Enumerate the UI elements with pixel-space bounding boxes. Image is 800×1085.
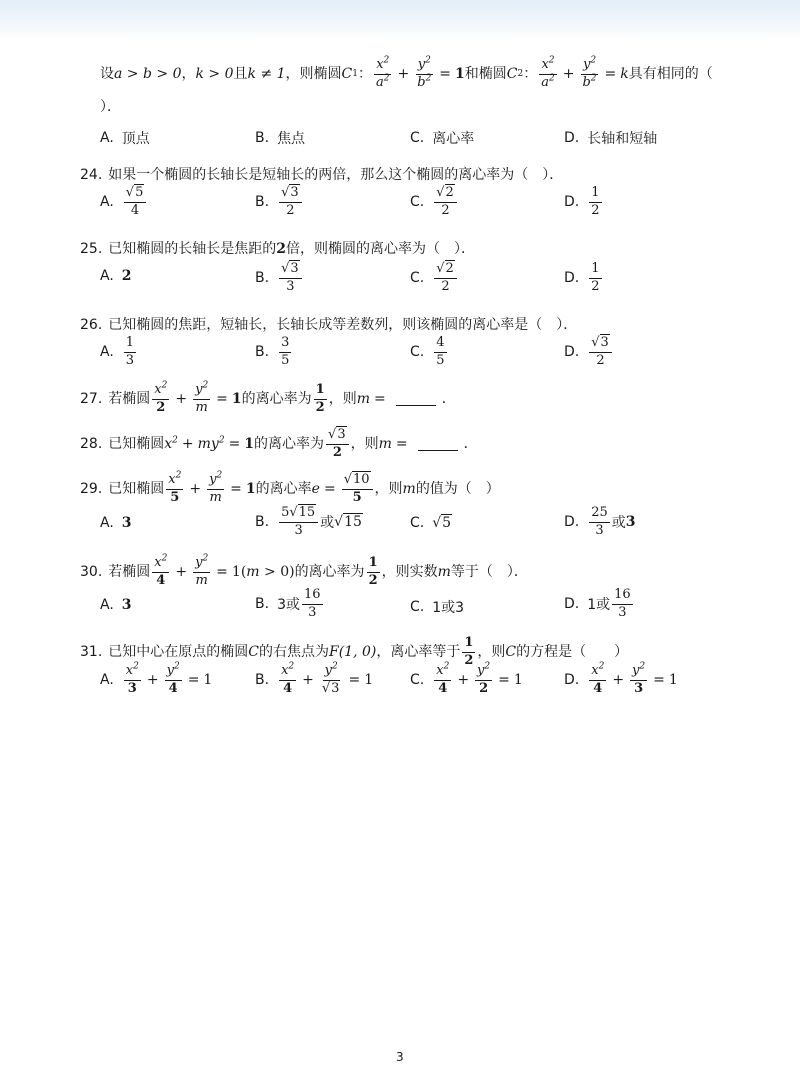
q26-text: 已知椭圆的焦距，短轴长，长轴长成等差数列，则该椭圆的离心率是（ ）． bbox=[108, 317, 578, 333]
frac-num: 2 bbox=[445, 261, 454, 276]
q25-stem bbox=[80, 242, 475, 257]
q26-option-c[interactable] bbox=[410, 336, 449, 369]
q30-option-a[interactable] bbox=[100, 597, 132, 613]
frac-num: 3 bbox=[290, 185, 299, 200]
q30-option-c[interactable] bbox=[410, 597, 464, 617]
q26-option-a[interactable] bbox=[100, 336, 138, 369]
q23-colon-1: ： bbox=[358, 65, 372, 82]
q30-option-b[interactable] bbox=[255, 588, 325, 621]
q30-option-d[interactable] bbox=[564, 588, 635, 621]
q23-text-3: 具有相同的（ bbox=[628, 65, 713, 82]
q23-option-a[interactable] bbox=[100, 128, 150, 148]
frac: $\frac{√3}{2}$ bbox=[589, 336, 612, 369]
frac bbox=[279, 336, 291, 369]
frac: $\frac{√5}{4}$ bbox=[124, 186, 147, 219]
q27-stem: 27. 若椭圆 $\frac{x^2}{2}$ + $\frac{y^2}{m}$ = 1 的离心率为 $\frac{1}{2}$ ，则 m = ． bbox=[80, 380, 456, 415]
option-label: C. bbox=[410, 515, 425, 531]
option-tail: 3 bbox=[625, 514, 636, 531]
q31-focus: F(1, 0) bbox=[328, 643, 377, 660]
option-label: A. bbox=[100, 515, 114, 531]
option-text: 长轴和短轴 bbox=[587, 131, 658, 147]
frac bbox=[589, 262, 601, 295]
q30-m: m bbox=[437, 563, 451, 580]
q30-text-1: 若椭圆 bbox=[108, 563, 151, 580]
q29-text-4: 的值为（ ） bbox=[415, 480, 500, 497]
option-or: 或 bbox=[320, 515, 335, 532]
frac: $\frac{√2}{2}$ bbox=[434, 186, 457, 219]
q31-c: C bbox=[248, 643, 259, 660]
question-number: 28. bbox=[80, 435, 103, 452]
q29-m: m bbox=[402, 480, 416, 497]
option-pre: 3或 bbox=[277, 597, 300, 614]
question-number: 26. bbox=[80, 317, 103, 333]
question-number: 27. bbox=[80, 390, 103, 407]
q27-frac-x: $\frac{x^2}{2}$ bbox=[154, 380, 168, 415]
q29-frac-y: $\frac{y^2}{m}$ bbox=[209, 470, 223, 505]
frac-den: 2 bbox=[596, 352, 605, 368]
q25-option-b[interactable] bbox=[255, 262, 304, 295]
frac-den: 3 bbox=[125, 352, 135, 368]
q31-text-2: 的右焦点为 bbox=[258, 643, 329, 660]
option-pre: 1或 bbox=[587, 597, 611, 614]
option-label: C. bbox=[410, 599, 425, 615]
q29-frac-x: $\frac{x^2}{5}$ bbox=[168, 470, 182, 505]
option-label: C. bbox=[410, 344, 425, 361]
frac-den: 2 bbox=[286, 202, 295, 218]
q28-eq: = bbox=[395, 435, 408, 452]
q30-frac-e: $\frac{1}{2}$ bbox=[368, 555, 378, 588]
q28-frac-e: $\frac{√3}{2}$ bbox=[326, 428, 349, 461]
q23-option-d[interactable] bbox=[564, 128, 657, 148]
frac-num: 3 bbox=[600, 335, 609, 350]
q26-stem bbox=[80, 318, 577, 333]
question-number: 30. bbox=[80, 563, 103, 580]
q31-text-5: 的方程是（ ） bbox=[516, 643, 629, 660]
q30-text-4: 等于（ ）． bbox=[450, 563, 528, 580]
frac: $\frac{√3}{2}$ bbox=[279, 186, 302, 219]
option-label: D. bbox=[564, 596, 580, 613]
q23-eq2-frac-y: $\frac{y^2}{b^2}$ bbox=[582, 55, 597, 90]
q25-option-c[interactable] bbox=[410, 262, 459, 295]
q23-c1: C bbox=[341, 65, 353, 82]
q24-option-b[interactable] bbox=[255, 186, 304, 219]
option-or: 或 bbox=[611, 515, 626, 532]
q30-text-2: 的离心率为 bbox=[294, 563, 365, 580]
q26-option-d[interactable] bbox=[564, 336, 614, 369]
page-number: 3 bbox=[396, 1050, 404, 1064]
q23-and: 且 bbox=[233, 65, 248, 82]
q23-tail bbox=[100, 100, 121, 115]
q27-answer-blank[interactable] bbox=[396, 393, 436, 406]
q29-option-b[interactable]: B. $\frac{5√15}{3}$ 或 √15 bbox=[255, 505, 362, 538]
q26-option-b[interactable] bbox=[255, 336, 293, 369]
option-value: 1或3 bbox=[432, 600, 465, 616]
q27-text-3: ，则 bbox=[328, 390, 357, 407]
question-number: 24. bbox=[80, 167, 103, 183]
q24-stem bbox=[80, 168, 563, 183]
q25-two: 2 bbox=[276, 241, 287, 257]
q28-text-2: 的离心率为 bbox=[254, 435, 325, 452]
q30-frac-x: $\frac{x^2}{4}$ bbox=[154, 553, 168, 588]
q27-frac-y: $\frac{y^2}{m}$ bbox=[195, 380, 209, 415]
frac: $\frac{5√15}{3}$ bbox=[279, 506, 318, 539]
frac-den: 2 bbox=[441, 202, 450, 218]
option-label: B. bbox=[255, 270, 270, 287]
frac-num: 1 bbox=[589, 262, 601, 279]
option-label: C. bbox=[410, 270, 425, 287]
frac-num: 4 bbox=[434, 336, 446, 353]
q29-text-3: ，则 bbox=[374, 480, 403, 497]
option-value: 2 bbox=[121, 268, 132, 284]
q29-frac-e: $\frac{√10}{5}$ bbox=[342, 473, 373, 506]
option-label: C. bbox=[410, 194, 425, 211]
option-label: B. bbox=[255, 194, 270, 211]
frac-den: 3 bbox=[286, 278, 295, 294]
q28-text-3: ，则 bbox=[350, 435, 379, 452]
question-number: 31. bbox=[80, 643, 103, 660]
q29-option-a[interactable] bbox=[100, 515, 132, 531]
q31-text-4: ，则 bbox=[477, 643, 506, 660]
q27-frac-e: $\frac{1}{2}$ bbox=[315, 382, 325, 415]
q23-cond-k-neq: k ≠ 1 bbox=[247, 65, 286, 82]
q24-option-c[interactable] bbox=[410, 186, 459, 219]
option-text: 离心率 bbox=[432, 131, 475, 147]
option-label: D. bbox=[564, 270, 580, 287]
frac-den: 2 bbox=[591, 202, 600, 218]
option-label: A. bbox=[100, 130, 114, 146]
question-number: 25. bbox=[80, 241, 103, 257]
q23-eq1-frac-x: $\frac{x^2}{a^2}$ bbox=[376, 55, 390, 90]
q27-end: ． bbox=[441, 390, 456, 407]
q29-text-1: 已知椭圆 bbox=[108, 480, 165, 497]
frac: $\frac{16}{3}$ bbox=[614, 587, 631, 620]
frac: $\frac{25}{3}$ bbox=[591, 505, 608, 538]
frac bbox=[434, 336, 446, 369]
q31-stem: 31. 已知中心在原点的椭圆 C 的右焦点为 F(1, 0) ，离心率等于 $\frac{1}{2}$ ，则 C 的方程是（ ） bbox=[80, 635, 629, 668]
q23-eq1-frac-y: $\frac{y^2}{b^2}$ bbox=[417, 55, 432, 90]
q29-e: e bbox=[311, 480, 320, 497]
q31-text-1: 已知中心在原点的椭圆 bbox=[108, 643, 249, 660]
frac bbox=[124, 336, 136, 369]
q24-text: 如果一个椭圆的长轴长是短轴长的两倍，那么这个椭圆的离心率为（ ）． bbox=[108, 167, 564, 183]
frac: $\frac{16}{3}$ bbox=[303, 587, 321, 620]
frac-den: 5 bbox=[436, 352, 445, 368]
q27-m: m bbox=[356, 390, 370, 407]
q31-option-b[interactable]: B. $\frac{x^2}{4}$ + $\frac{y^2}{√3}$ = 1 bbox=[255, 661, 374, 696]
q23-eq2-frac-x: $\frac{x^2}{a^2}$ bbox=[541, 55, 555, 90]
q31-option-a[interactable]: A. $\frac{x^2}{3}$ + $\frac{y^2}{4}$ = 1 bbox=[100, 661, 213, 696]
frac-num: 3 bbox=[279, 336, 291, 353]
option-label: B. bbox=[255, 344, 270, 361]
q31-option-c[interactable]: C. $\frac{x^2}{4}$ + $\frac{y^2}{2}$ = 1 bbox=[410, 661, 523, 696]
frac-num: 2 bbox=[445, 185, 454, 200]
option-label: C. bbox=[410, 672, 425, 689]
q25-text-2: 倍，则椭圆的离心率为（ ）． bbox=[286, 241, 476, 257]
option-text: 顶点 bbox=[121, 131, 150, 147]
option-label: D. bbox=[564, 514, 580, 531]
q31-text-3: ，离心率等于 bbox=[376, 643, 461, 660]
q29-option-c[interactable]: C. √5 bbox=[410, 515, 452, 531]
q27-text-1: 若椭圆 bbox=[108, 390, 151, 407]
frac-den: 5 bbox=[281, 352, 290, 368]
frac: $\frac{√2}{2}$ bbox=[434, 262, 457, 295]
option-label: D. bbox=[564, 194, 580, 211]
option-label: A. bbox=[100, 194, 114, 211]
frac-den: 4 bbox=[130, 202, 140, 218]
q23-stem: 设 a > b > 0 ， k > 0 且 k ≠ 1 ，则椭圆 C 1 ： $\frac{x^2}{a^2}$ + $\frac{y^2}{b^2}$ = 1 和椭圆 C 2 ： $\frac{x^2}{a^2}$ + $\frac{y^2}{b^2}$ = k 具有相同的（ bbox=[100, 55, 713, 90]
option-label: C. bbox=[410, 130, 425, 146]
q23-cond-ab: a > b > 0 bbox=[114, 65, 182, 82]
option-label: B. bbox=[255, 130, 270, 146]
q28-stem: 28. 已知椭圆 $x^2$ + $my^2$ = 1 的离心率为 $\frac{√3}{2}$ ，则 m = ． bbox=[80, 427, 478, 460]
q25-text-1: 已知椭圆的长轴长是焦距的 bbox=[108, 241, 277, 257]
q23-cond-k: k > 0 bbox=[195, 65, 234, 82]
frac-num: 3 bbox=[290, 261, 299, 276]
option-text: 焦点 bbox=[277, 131, 306, 147]
q23-c2: C bbox=[506, 65, 518, 82]
option-value: 3 bbox=[121, 597, 132, 613]
q28-answer-blank[interactable] bbox=[418, 438, 458, 451]
q28-text-1: 已知椭圆 bbox=[108, 435, 165, 452]
frac: $\frac{√3}{3}$ bbox=[279, 262, 302, 295]
q31-frac-e: $\frac{1}{2}$ bbox=[464, 635, 474, 668]
option-label: B. bbox=[255, 672, 270, 689]
frac bbox=[589, 186, 601, 219]
q25-option-a[interactable] bbox=[100, 268, 132, 284]
q29-stem: 29. 已知椭圆 $\frac{x^2}{5}$ + $\frac{y^2}{m}$ = 1 的离心率 e = $\frac{√10}{5}$ ，则 m 的值为（ ） bbox=[80, 470, 500, 505]
q27-text-2: 的离心率为 bbox=[241, 390, 312, 407]
q23-option-b[interactable] bbox=[255, 128, 305, 148]
option-label: D. bbox=[564, 344, 580, 361]
q29-text-2: 的离心率 bbox=[255, 480, 312, 497]
q23-text-2: 和椭圆 bbox=[464, 65, 507, 82]
q28-end: ． bbox=[463, 435, 478, 452]
frac-den: 2 bbox=[441, 278, 450, 294]
option-label: A. bbox=[100, 344, 114, 361]
q23-comma: ， bbox=[181, 65, 196, 82]
option-label: A. bbox=[100, 597, 114, 613]
option-value: 3 bbox=[121, 515, 132, 531]
question-number: 29. bbox=[80, 480, 103, 497]
frac-num: 1 bbox=[124, 336, 136, 353]
frac-num: 1 bbox=[589, 186, 601, 203]
option-label: D. bbox=[564, 672, 580, 689]
q24-option-a[interactable] bbox=[100, 186, 148, 219]
q23-option-c[interactable] bbox=[410, 128, 474, 148]
q23-text-pre: 设 bbox=[100, 65, 114, 82]
option-label: B. bbox=[255, 514, 270, 531]
option-label: B. bbox=[255, 596, 270, 613]
q31-option-d[interactable]: D. $\frac{x^2}{4}$ + $\frac{y^2}{3}$ = 1 bbox=[564, 661, 678, 696]
q30-text-3: ，则实数 bbox=[381, 563, 438, 580]
q25-option-d[interactable] bbox=[564, 262, 604, 295]
q28-m: m bbox=[378, 435, 392, 452]
q30-frac-y: $\frac{y^2}{m}$ bbox=[195, 553, 209, 588]
q29-option-d[interactable] bbox=[564, 506, 636, 539]
frac-num: 5 bbox=[135, 185, 144, 200]
q23-text-1: ，则椭圆 bbox=[285, 65, 342, 82]
frac-den: 2 bbox=[591, 278, 600, 294]
option-label: A. bbox=[100, 268, 114, 284]
q30-stem: 30. 若椭圆 $\frac{x^2}{4}$ + $\frac{y^2}{m}$ = 1(m > 0) 的离心率为 $\frac{1}{2}$ ，则实数 m 等于（ ）． bbox=[80, 553, 528, 588]
q29-eq: = bbox=[323, 480, 336, 497]
option-label: D. bbox=[564, 130, 580, 146]
q27-eq: = bbox=[373, 390, 386, 407]
option-label: A. bbox=[100, 672, 114, 689]
q23-tail-text: ）． bbox=[100, 99, 121, 115]
q24-option-d[interactable] bbox=[564, 186, 604, 219]
